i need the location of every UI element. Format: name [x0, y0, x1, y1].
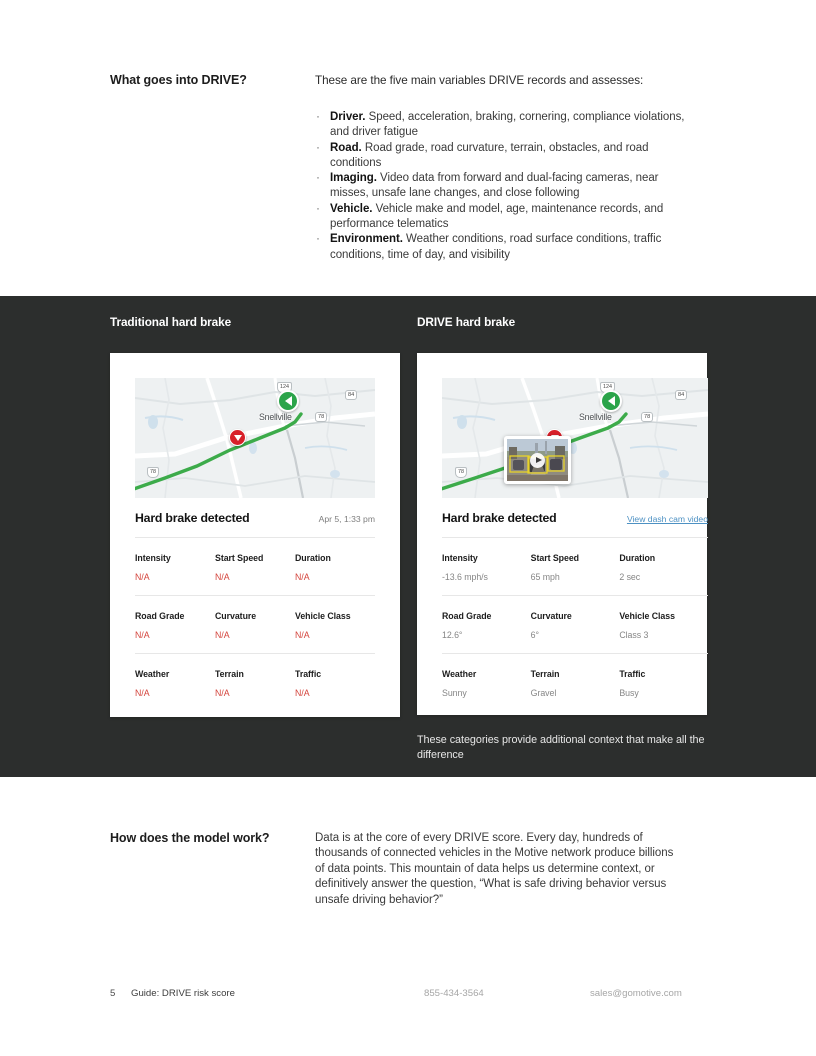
- list-item-term: Driver.: [330, 111, 366, 123]
- list-item-term: Road.: [330, 141, 362, 154]
- bullet-dot-icon: ·: [316, 170, 320, 185]
- metric-road-grade: [442, 611, 531, 640]
- metric-label: Weather: [135, 669, 170, 679]
- metric-label: Vehicle Class: [295, 611, 351, 621]
- footer-guide-title: Guide: DRIVE risk score: [131, 988, 235, 999]
- metric-traffic: [619, 669, 708, 698]
- play-icon[interactable]: [530, 453, 545, 468]
- map-route-badge-84: 84: [345, 390, 357, 400]
- metric-road-grade: [135, 611, 215, 640]
- model-body-text: Data is at the core of every DRIVE score. Every day, hundreds of thousands of connected vehicles in the Motive network produce billions of data points. This mountain of data helps us determine context, or definitively answer the question, “What is safe driving behavior versus unsafe driving behavior?”: [315, 832, 674, 906]
- list-item-text: Road grade, road curvature, terrain, obstacles, and road conditions: [330, 141, 649, 169]
- metric-label: Start Speed: [215, 553, 264, 563]
- map-route-shield-78: 78: [455, 467, 467, 478]
- metric-curvature: [531, 611, 620, 640]
- metric-duration: [619, 553, 708, 582]
- metric-label: Terrain: [530, 669, 560, 679]
- metric-start-speed: [531, 553, 620, 582]
- metric-label: Vehicle Class: [619, 611, 675, 621]
- table-row: [135, 553, 375, 582]
- metric-value: N/A: [135, 630, 150, 640]
- divider: [135, 537, 375, 538]
- bullet-dot-icon: ·: [316, 200, 320, 215]
- metric-value: Class 3: [619, 630, 649, 640]
- metric-label: Traffic: [295, 669, 322, 679]
- map-route-badge-78: 78: [641, 412, 653, 422]
- map-route-shield-124: 124: [600, 382, 615, 393]
- metric-label: Road Grade: [442, 611, 492, 621]
- metric-value: N/A: [295, 688, 310, 698]
- divider: [442, 653, 708, 654]
- list-item-text: Video data from forward and dual-facing cameras, near misses, unsafe lane changes, and close following: [330, 172, 659, 200]
- metric-value: N/A: [215, 572, 230, 582]
- metric-label: Intensity: [135, 553, 171, 563]
- table-row: [135, 611, 375, 640]
- list-item: [315, 141, 695, 172]
- metric-label: Duration: [619, 553, 656, 563]
- metric-label: Weather: [442, 669, 477, 679]
- bullet-dot-icon: ·: [316, 231, 320, 246]
- metric-value: 65 mph: [530, 572, 560, 582]
- metric-label: Curvature: [530, 611, 572, 621]
- map-canvas: [135, 378, 375, 498]
- bullet-dot-icon: ·: [316, 139, 320, 154]
- metric-value: 2 sec: [619, 572, 641, 582]
- metric-label: Traffic: [619, 669, 646, 679]
- metric-value: -13.6 mph/s: [442, 572, 488, 582]
- metric-intensity: [135, 553, 215, 582]
- page-footer: [0, 988, 816, 1008]
- card-drive-hard-brake: [417, 353, 707, 715]
- event-header-row: [442, 511, 708, 525]
- metric-label: Start Speed: [530, 553, 580, 563]
- event-header-row: [135, 511, 375, 525]
- event-timestamp: Apr 5, 1:33 pm: [318, 514, 375, 524]
- metric-value: N/A: [135, 572, 150, 582]
- metric-value: Busy: [619, 688, 639, 698]
- heading-traditional-hard-brake: Traditional hard brake: [110, 315, 232, 329]
- event-title: Hard brake detected: [442, 511, 557, 525]
- comparison-note: These categories provide additional context that make all the difference: [417, 734, 705, 761]
- metric-terrain: [215, 669, 295, 698]
- metric-value: N/A: [215, 630, 230, 640]
- metric-label: Road Grade: [135, 611, 185, 621]
- metric-value: N/A: [295, 572, 310, 582]
- metric-traffic: [295, 669, 375, 698]
- table-row: [442, 611, 708, 640]
- metric-value: Sunny: [442, 688, 467, 698]
- list-item: [315, 202, 695, 233]
- metric-value: Gravel: [530, 688, 557, 698]
- metric-value: N/A: [215, 688, 230, 698]
- metric-label: Intensity: [442, 553, 478, 563]
- list-item-term: Environment.: [330, 233, 403, 246]
- map-route-shield-78: 78: [147, 467, 159, 478]
- list-item: [315, 110, 695, 141]
- dash-cam-thumbnail[interactable]: [504, 436, 571, 484]
- metric-terrain: [531, 669, 620, 698]
- page-title-how-does-the-model-work: How does the model work?: [110, 831, 270, 845]
- bullet-dot-icon: ·: [316, 109, 320, 123]
- metric-value: 12.6°: [442, 630, 463, 640]
- intro-lead-text: These are the five main variables DRIVE records and assesses:: [315, 74, 644, 87]
- table-row: [135, 669, 375, 698]
- variables-list: [315, 110, 695, 263]
- map-route-shield-124: 124: [277, 382, 292, 393]
- list-item-term: Vehicle.: [330, 202, 373, 215]
- metric-duration: [295, 553, 375, 582]
- map-route-badge-78: 78: [315, 412, 327, 422]
- metric-start-speed: [215, 553, 295, 582]
- list-item: [315, 232, 695, 263]
- footer-page-number: 5: [110, 988, 116, 999]
- list-item-text: Speed, acceleration, braking, cornering, compliance violations, and driver fatigue: [330, 111, 685, 139]
- list-item-term: Imaging.: [330, 172, 377, 185]
- table-row: [442, 553, 708, 582]
- card-traditional-hard-brake: [110, 353, 400, 717]
- list-item-text: Vehicle make and model, age, maintenance records, and performance telematics: [330, 202, 664, 231]
- metric-weather: [442, 669, 531, 698]
- metric-value: 6°: [530, 630, 539, 640]
- metric-vehicle-class: [619, 611, 708, 640]
- metric-intensity: [442, 553, 531, 582]
- divider: [135, 595, 375, 596]
- map-drive[interactable]: [442, 378, 708, 498]
- divider: [442, 537, 708, 538]
- divider: [135, 653, 375, 654]
- metric-label: Duration: [295, 553, 331, 563]
- map-pin-trip-direction[interactable]: [600, 390, 622, 412]
- map-city-label: Snellville: [259, 412, 292, 422]
- divider: [442, 595, 708, 596]
- view-dash-cam-video-link[interactable]: View dash cam video: [626, 514, 708, 524]
- intro-body: [315, 73, 695, 263]
- map-traditional[interactable]: [135, 378, 375, 498]
- table-row: [442, 669, 708, 698]
- event-title: Hard brake detected: [135, 511, 250, 525]
- metric-label: Terrain: [215, 669, 244, 679]
- map-pin-hard-brake[interactable]: [229, 429, 246, 446]
- metric-label: Curvature: [215, 611, 257, 621]
- heading-drive-hard-brake: DRIVE hard brake: [417, 315, 516, 329]
- page-title-what-goes-into-drive: What goes into DRIVE?: [110, 73, 247, 87]
- map-canvas: [442, 378, 708, 498]
- footer-email: sales@gomotive.com: [590, 988, 682, 999]
- metric-value: N/A: [295, 630, 310, 640]
- metric-value: N/A: [135, 688, 150, 698]
- map-city-label: Snellville: [579, 412, 612, 422]
- list-item-text: Weather conditions, road surface conditions, traffic conditions, time of day, and visibility: [330, 233, 662, 261]
- footer-phone: 855-434-3564: [424, 988, 484, 999]
- metric-vehicle-class: [295, 611, 375, 640]
- metric-curvature: [215, 611, 295, 640]
- metric-weather: [135, 669, 215, 698]
- map-route-badge-84: 84: [675, 390, 687, 400]
- map-pin-trip-direction[interactable]: [277, 390, 299, 412]
- list-item: [315, 171, 695, 202]
